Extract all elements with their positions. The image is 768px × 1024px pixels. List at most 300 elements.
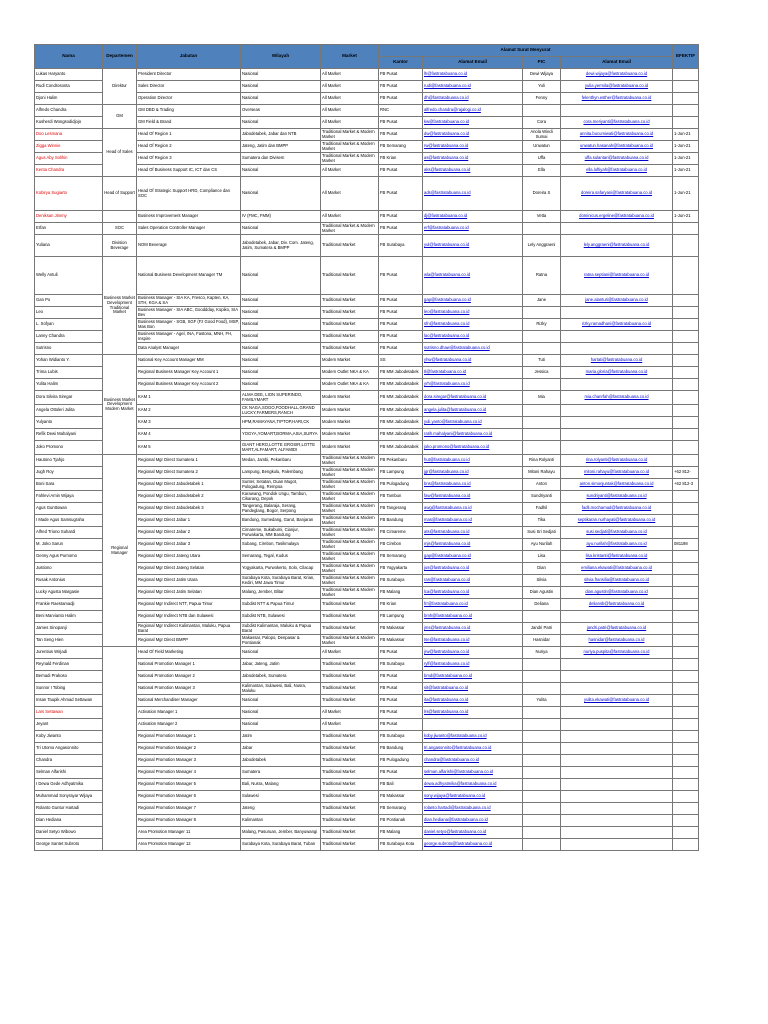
- cell-pic-email[interactable]: ayu.nurilah@fastratabuana.co.id: [561, 539, 673, 551]
- cell-efektif: [673, 491, 699, 503]
- cell-jabatan: Regional Mgr Direct Sumatera 1: [137, 455, 241, 467]
- cell-jabatan: Regional Mgr Direct Jabar 2: [137, 527, 241, 539]
- cell-jabatan: Head Of Field Marketing: [137, 647, 241, 659]
- cell-kantor: FB Pusat: [379, 295, 423, 307]
- cell-departemen: Head of Support: [103, 177, 137, 211]
- cell-blank: [699, 731, 768, 743]
- col-blank: [699, 45, 768, 69]
- cell-email[interactable]: jrw@fastratabuana.co.id: [423, 647, 523, 659]
- cell-nama: Genny Agus Purnomo: [35, 551, 103, 563]
- cell-blank: [699, 575, 768, 587]
- cell-email[interactable]: dh@fastratabuana.co.id: [423, 93, 523, 105]
- cell-efektif: [673, 635, 699, 647]
- cell-email[interactable]: kw@fastratabuana.co.id: [423, 117, 523, 129]
- cell-blank: [699, 93, 768, 105]
- cell-email[interactable]: jgr@fastratabuana.co.id: [423, 467, 523, 479]
- cell-kantor: RNC: [379, 105, 423, 117]
- cell-wilayah: Jabodetabek: [241, 755, 321, 767]
- cell-jabatan: Activation Manager 2: [137, 719, 241, 731]
- cell-email[interactable]: ats@fastratabuana.co.id: [423, 527, 523, 539]
- cell-email[interactable]: yuli.yanto@fastratabuana.co.id: [423, 417, 523, 429]
- cell-blank: [699, 307, 768, 319]
- cell-email[interactable]: lh@fastratabuana.co.id: [423, 69, 523, 81]
- cell-jabatan: President Director: [137, 69, 241, 81]
- cell-nama: Boni Sara: [35, 479, 103, 491]
- cell-market: Modern Market: [321, 355, 379, 367]
- cell-jabatan: Head Of Region 3: [137, 153, 241, 165]
- cell-blank: [699, 611, 768, 623]
- cell-efektif: [673, 683, 699, 695]
- cell-jabatan: Regional Promotion Manager 1: [137, 731, 241, 743]
- cell-email[interactable]: dw@fastratabuana.co.id: [423, 129, 523, 141]
- cell-efektif: [673, 503, 699, 515]
- cell-pic-email[interactable]: uffa.sulantari@fastratabuana.co.id: [561, 153, 673, 165]
- cell-pic: Dian: [523, 563, 561, 575]
- cell-email[interactable]: bns@fastratabuana.co.id: [423, 479, 523, 491]
- cell-email[interactable]: jus@fastratabuana.co.id: [423, 563, 523, 575]
- cell-email[interactable]: tl@fastratabuana.co.id: [423, 367, 523, 379]
- cell-wilayah: Subdist Kalimantan, Maluku & Papua Barat: [241, 623, 321, 635]
- cell-email[interactable]: chandra@fastratabuana.co.id: [423, 755, 523, 767]
- cell-wilayah: Kalimantan: [241, 815, 321, 827]
- cell-wilayah: Nasional: [241, 81, 321, 93]
- cell-pic-email[interactable]: yulia.yermila@fastratabuana.co.id: [561, 81, 673, 93]
- cell-nama: Dora Silvira Siregar: [35, 391, 103, 405]
- cell-pic-email[interactable]: emiliana.ekawati@fastratabuana.co.id: [561, 563, 673, 575]
- cell-pic-email[interactable]: silvia.fransilia@fastratabuana.co.id: [561, 575, 673, 587]
- cell-kantor: FB Pusat: [379, 211, 423, 223]
- cell-nama: Beni Marvianto Halim: [35, 611, 103, 623]
- spreadsheet: [34, 44, 768, 851]
- cell-jabatan: Regional Mgr Direct Jabodetabek 2: [137, 491, 241, 503]
- cell-email[interactable]: yul@fastratabuana.co.id: [423, 235, 523, 257]
- cell-pic-email: [561, 417, 673, 429]
- cell-efektif: [673, 815, 699, 827]
- cell-wilayah: Nasional: [241, 379, 321, 391]
- cell-pic-email[interactable]: unwatun.hasanah@fastratabuana.co.id: [561, 141, 673, 153]
- table-row: [35, 515, 768, 527]
- cell-kantor: FB Pusat: [379, 129, 423, 141]
- cell-departemen: Business Market Development Traditional Market: [103, 257, 137, 355]
- cell-efektif: [673, 417, 699, 429]
- cell-wilayah: Jateng, Jatim dan BMPP: [241, 141, 321, 153]
- cell-blank: [699, 417, 768, 429]
- cell-market: Traditional Market & Modern Market: [321, 587, 379, 599]
- cell-nama: Gan Po: [35, 295, 103, 307]
- cell-market: Traditional Market: [321, 779, 379, 791]
- cell-pic: Dian Agustin: [523, 587, 561, 599]
- cell-email[interactable]: tri.angasonnito@fastratabuana.co.id: [423, 743, 523, 755]
- cell-pic-email[interactable]: dewi.wijaya@fastratabuana.co.id: [561, 69, 673, 81]
- cell-wilayah: Lampung, Bengkulu, Palembang: [241, 467, 321, 479]
- cell-pic-email: [561, 343, 673, 355]
- cell-pic-email: [561, 405, 673, 417]
- cell-pic-email[interactable]: jane.alanturi@fastratabuana.co.id: [561, 295, 673, 307]
- cell-kantor: FB Cirebon: [379, 539, 423, 551]
- cell-kantor: FB Pusat: [379, 707, 423, 719]
- cell-email[interactable]: mas@fastratabuana.co.id: [423, 515, 523, 527]
- cell-email[interactable]: awg@fastratabuana.co.id: [423, 503, 523, 515]
- table-row: [35, 791, 768, 803]
- cell-pic-email[interactable]: doreira.safaryani@fastratabuana.co.id: [561, 177, 673, 211]
- cell-nama: I Dewa Gede Adhyatmika: [35, 779, 103, 791]
- cell-nama: M. Joko Sarun: [35, 539, 103, 551]
- cell-kantor: FB Pusat: [379, 81, 423, 93]
- table-row: [35, 69, 768, 81]
- cell-departemen: [103, 647, 137, 851]
- cell-pic-email[interactable]: dominicus.ergeline@fastratabuana.co.id: [561, 211, 673, 223]
- cell-market: All Market: [321, 117, 379, 129]
- cell-email[interactable]: faw@fastratabuana.co.id: [423, 491, 523, 503]
- table-row: [35, 707, 768, 719]
- cell-pic-email[interactable]: anton.simonjuntak@fastratabuana.co.id: [561, 479, 673, 491]
- table-row: [35, 719, 768, 731]
- table-row: [35, 405, 768, 417]
- cell-blank: [699, 211, 768, 223]
- cell-pic-email[interactable]: fadli.mochamad@fastratabuana.co.id: [561, 503, 673, 515]
- cell-email[interactable]: hut@fastratabuana.co.id: [423, 455, 523, 467]
- cell-market: Traditional Market & Modern Market: [321, 491, 379, 503]
- cell-jabatan: Business Manager - SIA ABC, Gooddday, Kopiko, SIA Bev: [137, 307, 241, 319]
- cell-kantor: FB Makassar: [379, 623, 423, 635]
- cell-jabatan: Head Of Region 2: [137, 141, 241, 153]
- cell-pic: [523, 815, 561, 827]
- cell-market: Modern Market: [321, 417, 379, 429]
- cell-market: Traditional Market: [321, 839, 379, 851]
- table-row: [35, 767, 768, 779]
- table-row: [35, 659, 768, 671]
- cell-efektif: [673, 295, 699, 307]
- cell-efektif: [673, 343, 699, 355]
- cell-email[interactable]: ads@fastratabuana.co.id: [423, 177, 523, 211]
- cell-kantor: FB Semarang: [379, 803, 423, 815]
- cell-pic-email[interactable]: dian.agustin@fastratabuana.co.id: [561, 587, 673, 599]
- cell-email[interactable]: lac@fastratabuana.co.id: [423, 331, 523, 343]
- table-row: [35, 117, 768, 129]
- cell-efektif: [673, 319, 699, 331]
- cell-pic-email[interactable]: rizky.ramadhani@fastratabuana.co.id: [561, 319, 673, 331]
- cell-market: Traditional Market: [321, 307, 379, 319]
- cell-email[interactable]: selman.alfarishi@fastratabuana.co.id: [423, 767, 523, 779]
- cell-jabatan: KAM 4: [137, 429, 241, 441]
- cell-kantor: FB Pusat: [379, 93, 423, 105]
- cell-pic: [523, 719, 561, 731]
- cell-efektif: [673, 563, 699, 575]
- cell-email[interactable]: tse@fastratabuana.co.id: [423, 635, 523, 647]
- cell-email[interactable]: yrh@fastratabuana.co.id: [423, 379, 523, 391]
- cell-email[interactable]: koby.jiwanto@fastratabuana.co.id: [423, 731, 523, 743]
- cell-pic-email[interactable]: ratna.septiani@fastratabuana.co.id: [561, 257, 673, 295]
- table-row: [35, 755, 768, 767]
- cell-kantor: FB MM Jabodetabek: [379, 367, 423, 379]
- cell-pic: Yulita: [523, 695, 561, 707]
- cell-pic: [523, 839, 561, 851]
- cell-kantor: FB Semarang: [379, 551, 423, 563]
- cell-wilayah: Tangerang, Balaraja, Serang, Pandeglang, Bogor, Serpong: [241, 503, 321, 515]
- cell-pic: [523, 417, 561, 429]
- cell-email[interactable]: daniel.setyo@fastratabuana.co.id: [423, 827, 523, 839]
- cell-market: All Market: [321, 81, 379, 93]
- cell-pic-email[interactable]: annita.bucumiwati@fastratabuana.co.id: [561, 129, 673, 141]
- cell-kantor: FB Pusat: [379, 117, 423, 129]
- cell-departemen: Division Beverage: [103, 235, 137, 257]
- cell-email[interactable]: angela.julita@fastratabuana.co.id: [423, 405, 523, 417]
- cell-email[interactable]: wla@fastratabuana.co.id: [423, 257, 523, 295]
- cell-kantor: FB Pusat: [379, 647, 423, 659]
- cell-email[interactable]: aks@fastratabuana.co.id: [423, 165, 523, 177]
- cell-efektif: 1-Jun-21: [673, 129, 699, 141]
- cell-pic-email[interactable]: mia.chanrfah@fastratabuana.co.id: [561, 391, 673, 405]
- cell-wilayah: Malang, Jember, Blitar: [241, 587, 321, 599]
- cell-market: Traditional Market: [321, 827, 379, 839]
- cell-email[interactable]: joko.promono@fastratabuana.co.id: [423, 441, 523, 455]
- cell-nama: Yulita Halim: [35, 379, 103, 391]
- cell-market: Modern Outlet NKA & KA: [321, 367, 379, 379]
- cell-blank: [699, 81, 768, 93]
- cell-kantor: FB Bali: [379, 779, 423, 791]
- cell-jabatan: Regional Business Manager Key Account 1: [137, 367, 241, 379]
- cell-pic-email[interactable]: mitoni.rahayu@fastratabuana.co.id: [561, 467, 673, 479]
- cell-jabatan: National Promotion Manager 2: [137, 671, 241, 683]
- cell-email[interactable]: dian.hediana@fastratabuana.co.id: [423, 815, 523, 827]
- cell-nama: Lanny Chandra: [35, 331, 103, 343]
- cell-departemen: SOC: [103, 223, 137, 235]
- cell-blank: [699, 539, 768, 551]
- cell-jabatan: KAM 3: [137, 417, 241, 429]
- cell-jabatan: Regional Mgr Direct BMPP: [137, 635, 241, 647]
- cell-blank: [699, 441, 768, 455]
- cell-nama: James Sinopanji: [35, 623, 103, 635]
- cell-email[interactable]: jms@fastratabuana.co.id: [423, 623, 523, 635]
- table-row: [35, 319, 768, 331]
- cell-jabatan: Regional Mgr Direct Jateng Utara: [137, 551, 241, 563]
- cell-market: Traditional Market & Modern Market: [321, 575, 379, 587]
- cell-pic-email: [561, 827, 673, 839]
- cell-nama: Kobirya Sugiarto: [35, 177, 103, 211]
- cell-pic-email[interactable]: nuriya.puspita@fastratabuana.co.id: [561, 647, 673, 659]
- cell-email[interactable]: as@fastratabuana.co.id: [423, 153, 523, 165]
- cell-email[interactable]: ran@fastratabuana.co.id: [423, 575, 523, 587]
- cell-kantor: SS: [379, 355, 423, 367]
- cell-email[interactable]: bmd@fastratabuana.co.id: [423, 671, 523, 683]
- cell-pic: [523, 429, 561, 441]
- cell-kantor: FB Pusat: [379, 223, 423, 235]
- cell-wilayah: IV (FMC, FMM): [241, 211, 321, 223]
- cell-wilayah: Nasional: [241, 647, 321, 659]
- cell-pic-email: [561, 223, 673, 235]
- table-row: [35, 599, 768, 611]
- cell-efektif: 1-Jun-21: [673, 177, 699, 211]
- cell-pic-email: [561, 379, 673, 391]
- cell-efektif: +62 812-: [673, 467, 699, 479]
- cell-pic-email: [561, 611, 673, 623]
- cell-email[interactable]: sfn@fastratabuana.co.id: [423, 319, 523, 331]
- cell-efektif: [673, 455, 699, 467]
- cell-wilayah: Sumatera: [241, 767, 321, 779]
- cell-pic-email[interactable]: felenthyn.esther@fastratabuana.co.id: [561, 93, 673, 105]
- cell-market: Traditional Market: [321, 671, 379, 683]
- cell-blank: [699, 405, 768, 417]
- cell-kantor: FB Surabaya: [379, 235, 423, 257]
- cell-wilayah: YOGYA,YOMART,BORMA,ASIA,SURYA: [241, 429, 321, 441]
- table-row: [35, 503, 768, 515]
- cell-wilayah: Nasional: [241, 707, 321, 719]
- cell-pic-email[interactable]: maria.gloria@fastratabuana.co.id: [561, 367, 673, 379]
- cell-efektif: [673, 803, 699, 815]
- cell-pic-email[interactable]: hartati@fastratabuana.co.id: [561, 355, 673, 367]
- cell-blank: [699, 429, 768, 441]
- cell-pic: Tika: [523, 515, 561, 527]
- cell-kantor: FB Bandung: [379, 743, 423, 755]
- cell-kantor: FB Pusat: [379, 331, 423, 343]
- cell-email[interactable]: bmh@fastratabuana.co.id: [423, 611, 523, 623]
- cell-efektif: [673, 743, 699, 755]
- cell-kantor: FB Krian: [379, 153, 423, 165]
- cell-email[interactable]: gap@fastratabuana.co.id: [423, 295, 523, 307]
- cell-pic: Jane: [523, 295, 561, 307]
- cell-nama: Yuliana: [35, 235, 103, 257]
- cell-email[interactable]: sit@fastratabuana.co.id: [423, 683, 523, 695]
- cell-pic-email[interactable]: rina.rolyanti@fastratabuana.co.id: [561, 455, 673, 467]
- cell-email[interactable]: ratih.mahalyani@fastratabuana.co.id: [423, 429, 523, 441]
- cell-pic: Doreira S: [523, 177, 561, 211]
- cell-email[interactable]: alfredo.chandra@rajalogi.co.id: [423, 105, 523, 117]
- cell-nama: Bernadi Prakoso: [35, 671, 103, 683]
- cell-efektif: 081198: [673, 539, 699, 551]
- cell-wilayah: GIANT HERO,LOTTE GROSIR,LOTTE MART,ALFAMART, ALFAMIDI: [241, 441, 321, 455]
- cell-kantor: FB Pusat: [379, 767, 423, 779]
- cell-blank: [699, 367, 768, 379]
- cell-email[interactable]: sony.wijaya@fastratabuana.co.id: [423, 791, 523, 803]
- cell-email[interactable]: rudi@fastratabuana.co.id: [423, 81, 523, 93]
- cell-nama: Jurentius Wirjadi: [35, 647, 103, 659]
- cell-wilayah: Surabaya Kota, Surabaya Barat, Krian, Kediri, MM Jawa Timur: [241, 575, 321, 587]
- cell-blank: [699, 355, 768, 367]
- table-row: [35, 331, 768, 343]
- cell-pic-email[interactable]: jandri.patri@fastratabuana.co.id: [561, 623, 673, 635]
- cell-efektif: [673, 69, 699, 81]
- cell-blank: [699, 599, 768, 611]
- cell-jabatan: Regional Mgr Direct Jabodetabek 1: [137, 479, 241, 491]
- cell-wilayah: Sunter, Setatan, Duan Mugot, Pulogadung, Rempoa: [241, 479, 321, 491]
- cell-kantor: FB Malang: [379, 827, 423, 839]
- cell-market: Traditional Market & Modern Market: [321, 141, 379, 153]
- cell-blank: [699, 467, 768, 479]
- table-row: [35, 235, 768, 257]
- cell-pic: [523, 767, 561, 779]
- cell-market: Modern Market: [321, 405, 379, 417]
- cell-wilayah: Makassar, Palopo, Denpasar & Pontianak: [241, 635, 321, 647]
- cell-pic-email[interactable]: cora.meriyanti@fastratabuana.co.id: [561, 117, 673, 129]
- cell-market: Traditional Market & Modern Market: [321, 527, 379, 539]
- cell-wilayah: Subdist NTB, Sulawesi: [241, 611, 321, 623]
- cell-wilayah: Nasional: [241, 719, 321, 731]
- cell-jabatan: KAM 1: [137, 391, 241, 405]
- cell-email[interactable]: rolanto.hartadi@fastratabuana.co.id: [423, 803, 523, 815]
- cell-market: Traditional Market: [321, 659, 379, 671]
- cell-market: Traditional Market: [321, 343, 379, 355]
- cell-efektif: [673, 527, 699, 539]
- cell-kantor: FB Lampung: [379, 467, 423, 479]
- table-row: [35, 211, 768, 223]
- cell-nama: Frankie Raestamadji: [35, 599, 103, 611]
- cell-wilayah: Jabar, Jateng, Jatim: [241, 659, 321, 671]
- cell-email[interactable]: lrs@fastratabuana.co.id: [423, 707, 523, 719]
- cell-pic: [523, 707, 561, 719]
- cell-email[interactable]: lca@fastratabuana.co.id: [423, 587, 523, 599]
- cell-pic: Dewi Wijaya: [523, 69, 561, 81]
- cell-efektif: [673, 551, 699, 563]
- cell-kantor: FB Pusat: [379, 177, 423, 211]
- cell-email[interactable]: sutrisno.dhaw@fastratabuana.co.id: [423, 343, 523, 355]
- cell-kantor: FB Pusat: [379, 695, 423, 707]
- cell-pic-email[interactable]: ella.luftiyah@fastratabuana.co.id: [561, 165, 673, 177]
- cell-wilayah: Yogyakarta, Purwokerto, Solo, Cilacap: [241, 563, 321, 575]
- cell-pic-email[interactable]: hasnidar@fastratabuana.co.id: [561, 635, 673, 647]
- cell-efektif: [673, 707, 699, 719]
- cell-jabatan: Regional Mgr Indirect NTT, Papua Timur: [137, 599, 241, 611]
- cell-jabatan: Regional Promotion Manager 5: [137, 779, 241, 791]
- cell-blank: [699, 117, 768, 129]
- cell-pic-email[interactable]: susi.sedjati@fastratabuana.co.id: [561, 527, 673, 539]
- cell-email[interactable]: mjs@fastratabuana.co.id: [423, 539, 523, 551]
- cell-jabatan: Regional Mgr Direct Jabar 3: [137, 539, 241, 551]
- cell-blank: [699, 527, 768, 539]
- col-jabatan: Jabatan: [137, 45, 241, 69]
- cell-jabatan: Activation Manager 1: [137, 707, 241, 719]
- cell-pic-email: [561, 815, 673, 827]
- cell-pic: Vetta: [523, 211, 561, 223]
- cell-pic-email[interactable]: lisa.kristanti@fastratabuana.co.id: [561, 551, 673, 563]
- cell-nama: Alfred Triono Suhardi: [35, 527, 103, 539]
- cell-market: Traditional Market: [321, 331, 379, 343]
- cell-pic-email[interactable]: deliansb@fastratabuana.co.id: [561, 599, 673, 611]
- cell-email[interactable]: yhw@fastratabuana.co.id: [423, 355, 523, 367]
- cell-efektif: [673, 405, 699, 417]
- cell-email[interactable]: rw@fastratabuana.co.id: [423, 141, 523, 153]
- cell-email[interactable]: dora.siregar@fastratabuana.co.id: [423, 391, 523, 405]
- col-alamat-email-pic: Alamat Email: [561, 57, 673, 69]
- cell-pic-email[interactable]: yulita.ekawati@fastratabuana.co.id: [561, 695, 673, 707]
- cell-pic-email[interactable]: sundriyanti@fastratabuana.co.id: [561, 491, 673, 503]
- cell-email[interactable]: gap@fastratabuana.co.id: [423, 551, 523, 563]
- cell-nama: Rudi Condrosonta: [35, 81, 103, 93]
- cell-jabatan: Business Manager - Agel, INA, Fastona, MNH, FH, Inspire: [137, 331, 241, 343]
- cell-email[interactable]: george.subroto@fastratabuana.co.id: [423, 839, 523, 851]
- cell-jabatan: Regional Mgr Direct Jateng Selatan: [137, 563, 241, 575]
- cell-email[interactable]: ita@fastratabuana.co.id: [423, 695, 523, 707]
- cell-wilayah: CK NAGA,SOGO,FOODHALL,GRAND LUCKY,FARMERS,RANCH: [241, 405, 321, 417]
- cell-wilayah: Karawang, Pondok Ungu, Tambun, Cikarang, Depok: [241, 491, 321, 503]
- cell-email[interactable]: leo@fastratabuana.co.id: [423, 307, 523, 319]
- cell-email[interactable]: dewa.adhyatmika@fastratabuana.co.id: [423, 779, 523, 791]
- cell-blank: [699, 767, 768, 779]
- cell-wilayah: Nasional: [241, 223, 321, 235]
- cell-nama: Lars Settawan: [35, 707, 103, 719]
- cell-email[interactable]: frr@fastratabuana.co.id: [423, 599, 523, 611]
- cell-jabatan: Data Analyst Manager: [137, 343, 241, 355]
- cell-efektif: +62 812-3: [673, 479, 699, 491]
- cell-blank: [699, 491, 768, 503]
- cell-email[interactable]: rylf@fastratabuana.co.id: [423, 659, 523, 671]
- cell-email[interactable]: erf@fastratabuana.co.id: [423, 223, 523, 235]
- cell-pic-email[interactable]: lely.anggraeni@fastratabuana.co.id: [561, 235, 673, 257]
- cell-nama: Selman Alfarishi: [35, 767, 103, 779]
- cell-jabatan: KAM 5: [137, 441, 241, 455]
- cell-pic-email[interactable]: septikaran.nurhayati@fastratabuana.co.id: [561, 515, 673, 527]
- cell-email[interactable]: dj@fastratabuana.co.id: [423, 211, 523, 223]
- cell-market: Traditional Market: [321, 611, 379, 623]
